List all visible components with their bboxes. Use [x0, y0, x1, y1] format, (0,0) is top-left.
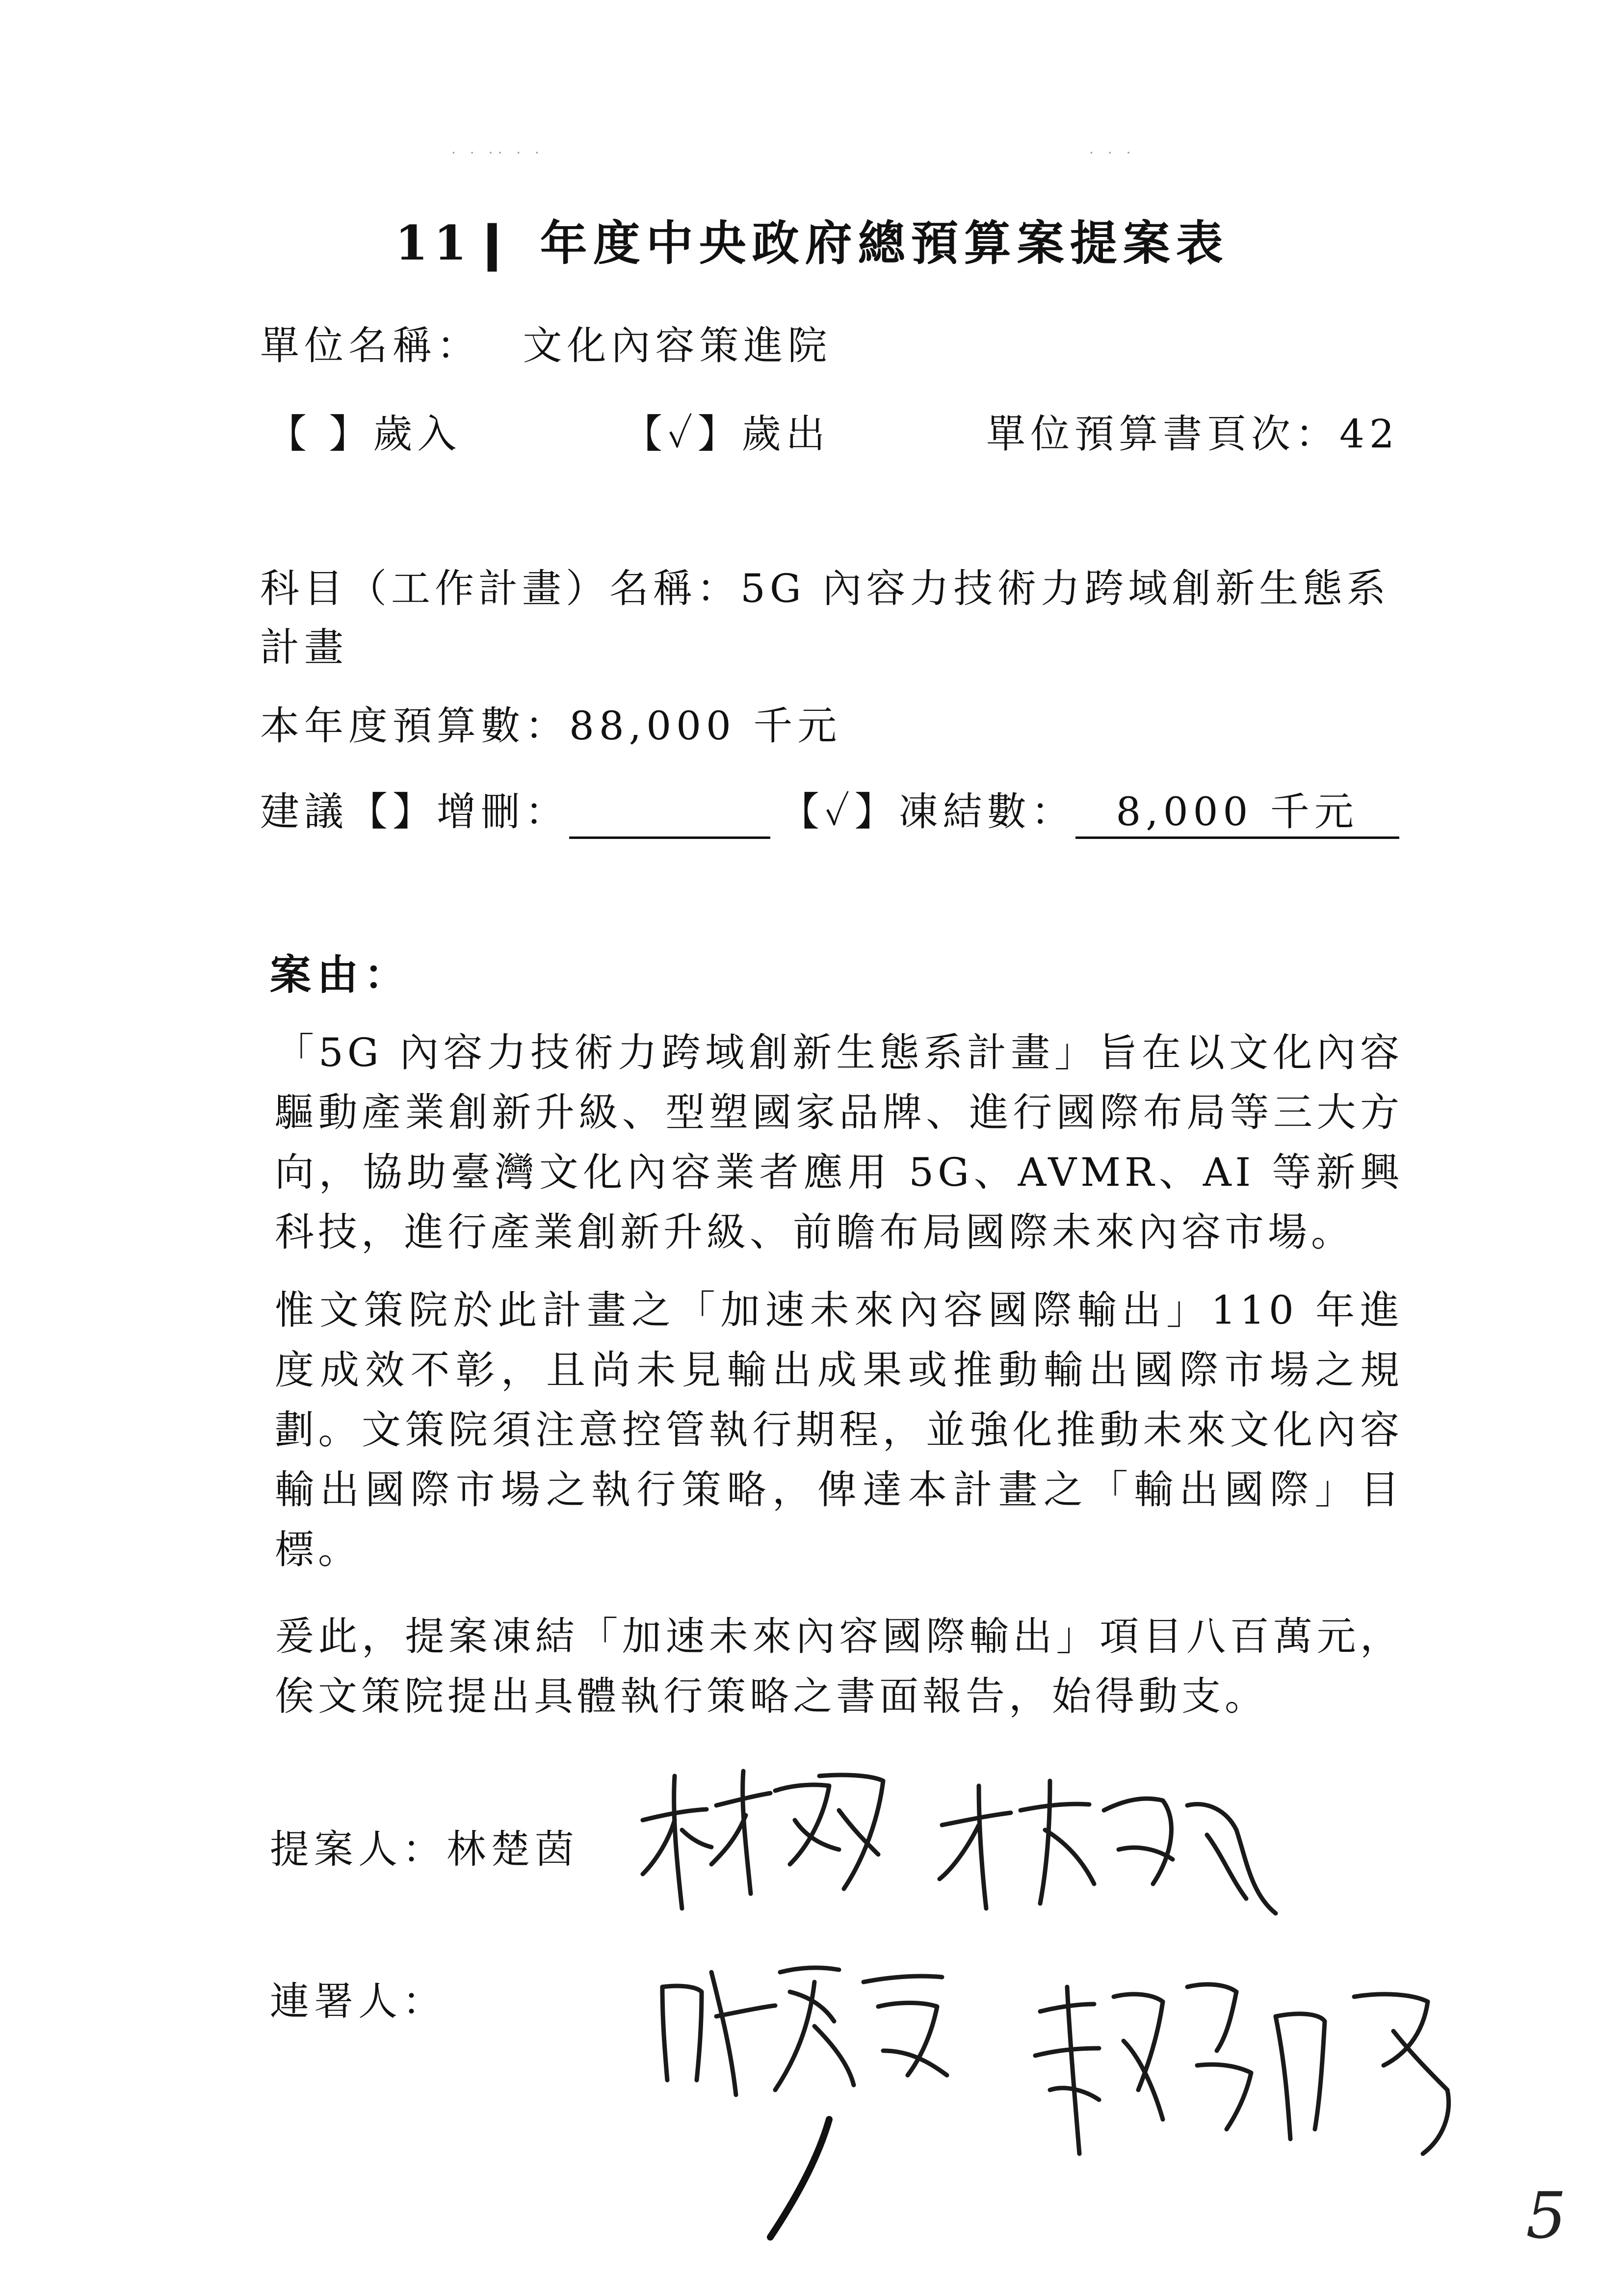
expenditure-checkbox: 【✓】歲出: [623, 411, 830, 457]
signature-pen-stroke: [756, 2110, 844, 2247]
budget-page-value: 42: [1339, 411, 1399, 457]
proposer-row: 提案人：林楚茵: [270, 1826, 579, 1872]
freeze-value: 8,000 千元: [1075, 787, 1399, 839]
budget-page-row: [986, 410, 1399, 459]
signature-proposer: [633, 1747, 888, 1933]
revenue-checkbox: 【 】歲入: [267, 411, 462, 457]
page-number: 5: [1526, 2178, 1567, 2253]
unit-label: 單位名稱：: [260, 323, 481, 368]
subject-line-cont: 計畫: [260, 625, 348, 670]
reason-paragraph-1: 「5G 內容力技術力跨域創新生態系計畫」旨在以文化內容驅動產業創新升級、型塑國家品牌、進行國際布局等三大方向，協助臺灣文化內容業者應用 5G、AVMR、AI 等新興科技，進行產業創新升級、前瞻布局國際未來內容市場。: [275, 1030, 1403, 1255]
freeze-label: 【✓】凍結數：: [780, 789, 1075, 835]
signature-cosigner-1: [932, 1766, 1285, 1953]
scan-speck: · · ·· · ·: [451, 145, 545, 161]
scan-speck: · · ·: [1089, 145, 1136, 161]
reason-paragraph-3: 爰此，提案凍結「加速未來內容國際輸出」項目八百萬元，俟文策院提出具體執行策略之書面報告，始得動支。: [275, 1614, 1403, 1719]
page-title: 11❙ 年度中央政府總預算案提案表: [395, 215, 1229, 271]
budget-page-label: 單位預算書頁次：: [986, 411, 1339, 457]
reason-heading: 案由：: [270, 950, 412, 999]
signature-cosigner-3: [1021, 1967, 1462, 2173]
unit-name-row: [260, 321, 832, 370]
reason-paragraph-2: 惟文策院於此計畫之「加速未來內容國際輸出」110 年進度成效不彰，且尚未見輸出成果或推動輸出國際市場之規劃。文策院須注意控管執行期程，並強化推動未來文化內容輸出國際市場之執行策略，俾達本計畫之「輸出國際」目標。: [275, 1287, 1403, 1572]
cosigner-row: 連署人：: [270, 1979, 446, 2024]
subject-line: 科目（工作計畫）名稱：5G 內容力技術力跨域創新生態系: [260, 566, 1390, 611]
suggest-label: 建議【】增刪：: [260, 789, 569, 835]
unit-name: 文化內容策進院: [523, 323, 832, 368]
adjust-blank: [569, 787, 770, 839]
suggestion-row: [260, 787, 1399, 839]
budget-amount: 本年度預算數：88,000 千元: [260, 703, 842, 749]
signature-cosigner-2: [653, 1953, 957, 2114]
